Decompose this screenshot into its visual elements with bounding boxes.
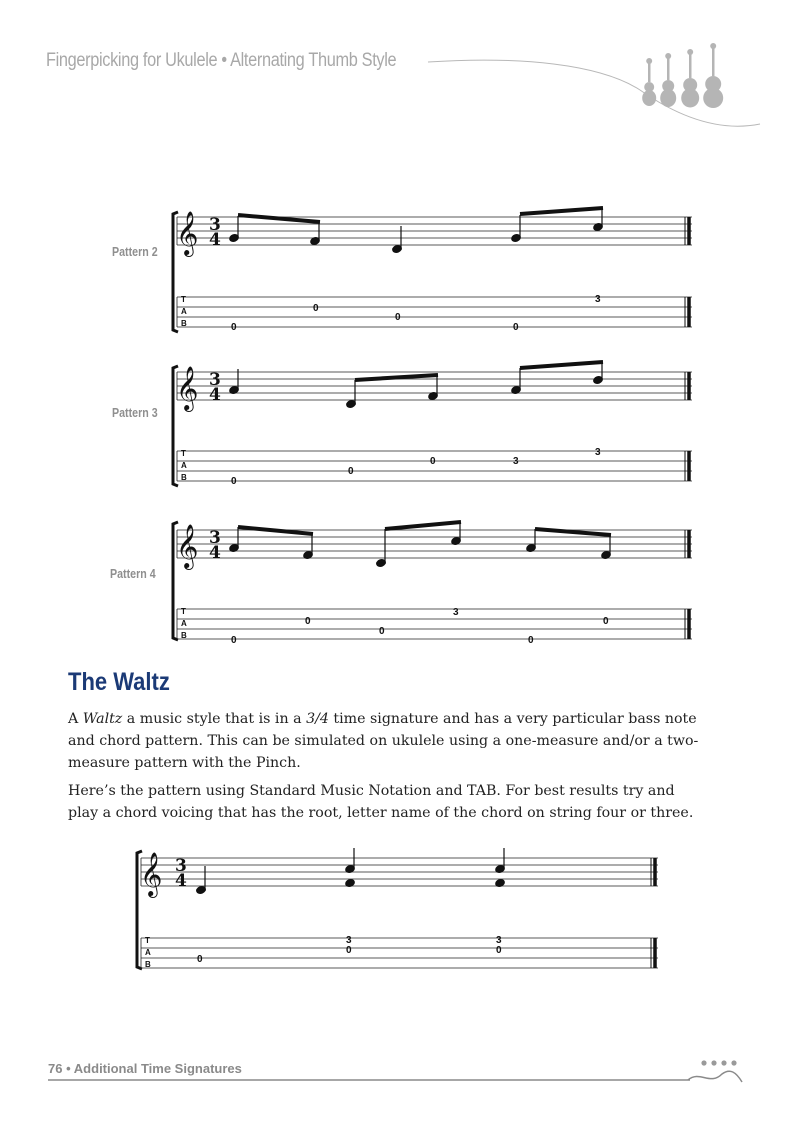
standard-staff	[141, 858, 658, 886]
ukulele-icon	[681, 49, 699, 108]
notes	[229, 361, 604, 409]
tab-note: 0	[348, 466, 354, 477]
header-title: Fingerpicking for Ukulele • Alternating Thumb Style	[46, 50, 397, 71]
tab-clef: T	[145, 936, 150, 945]
tab-note: 0	[346, 945, 352, 956]
tab-note: 0	[513, 322, 519, 333]
tab-note: 3	[453, 607, 459, 618]
section-heading: The Waltz	[68, 668, 170, 696]
tab-note: 0	[313, 303, 319, 314]
tab-clef: A	[145, 948, 151, 957]
tab-clef: B	[145, 960, 151, 969]
tab-clef: A	[181, 307, 187, 316]
tab-clef: B	[181, 631, 187, 640]
time-signature-bottom: 4	[209, 385, 221, 405]
time-signature-bottom: 4	[175, 871, 187, 891]
tab-note: 0	[496, 945, 502, 956]
treble-clef: 𝄞	[176, 366, 199, 410]
time-signature-top: 3	[209, 215, 221, 235]
treble-clef: 𝄞	[176, 211, 199, 255]
tab-clef: T	[181, 607, 186, 616]
pattern-label: Pattern 3	[112, 405, 158, 420]
text-run: a music style that is in a	[122, 711, 307, 727]
tab-note: 3	[496, 935, 502, 946]
page-number: 76	[48, 1061, 63, 1076]
tab-clef: T	[181, 295, 186, 304]
tab-clef: A	[181, 461, 187, 470]
treble-clef: 𝄞	[140, 852, 163, 896]
text-run: A	[68, 711, 83, 727]
text-run: time signature and has a very particular bass note and chord pattern. This can be simulated on ukulele using a one-measure and/or a two-measure pattern with the Pinch.	[68, 711, 699, 771]
standard-staff	[177, 217, 692, 245]
pattern-3-system	[173, 361, 692, 487]
footer-separator: •	[66, 1061, 71, 1076]
tab-staff	[141, 938, 658, 968]
tab-clef: A	[181, 619, 187, 628]
waltz-system	[137, 848, 658, 969]
ukulele-icon	[703, 43, 723, 108]
pattern-2-system	[173, 208, 692, 333]
tab-note: 3	[595, 294, 601, 305]
time-signature-top: 3	[209, 528, 221, 548]
time-signature-top: 3	[209, 370, 221, 390]
tab-note: 0	[528, 635, 534, 646]
body-paragraph: Here’s the pattern using Standard Music Notation and TAB. For best results try and play a chord voicing that has the root, letter name of the chord on string four or three.	[68, 783, 694, 821]
tab-note: 3	[346, 935, 352, 946]
standard-staff	[177, 530, 692, 558]
footer	[48, 1061, 242, 1076]
tab-note: 0	[197, 954, 203, 965]
tab-note: 0	[430, 456, 436, 467]
tab-staff	[177, 609, 692, 639]
notes	[229, 522, 612, 568]
time-signature-bottom: 4	[209, 543, 221, 563]
tab-clef: B	[181, 473, 187, 482]
notes	[196, 848, 506, 895]
italic-term: Waltz	[82, 711, 123, 727]
tab-staff	[177, 297, 692, 327]
tab-note: 3	[513, 456, 519, 467]
chapter-title: Additional Time Signatures	[73, 1061, 242, 1076]
ukulele-icon	[660, 53, 676, 107]
tab-note: 0	[231, 322, 237, 333]
tab-note: 0	[231, 635, 237, 646]
tab-note: 0	[305, 616, 311, 627]
tab-note: 0	[603, 616, 609, 627]
pattern-label: Pattern 2	[112, 244, 158, 259]
tab-clef: B	[181, 319, 187, 328]
pattern-label: Pattern 4	[110, 566, 156, 581]
treble-clef: 𝄞	[176, 524, 199, 568]
time-signature-top: 3	[175, 856, 187, 876]
time-signature-bottom: 4	[209, 230, 221, 250]
tab-note: 0	[395, 312, 401, 323]
ukulele-icon	[642, 58, 656, 106]
tab-note: 0	[231, 476, 237, 487]
italic-term: 3/4	[306, 711, 329, 727]
tab-note: 3	[595, 447, 601, 458]
tab-note: 0	[379, 626, 385, 637]
body-paragraph	[68, 708, 708, 774]
tab-clef: T	[181, 449, 186, 458]
pattern-4-system	[173, 522, 692, 646]
